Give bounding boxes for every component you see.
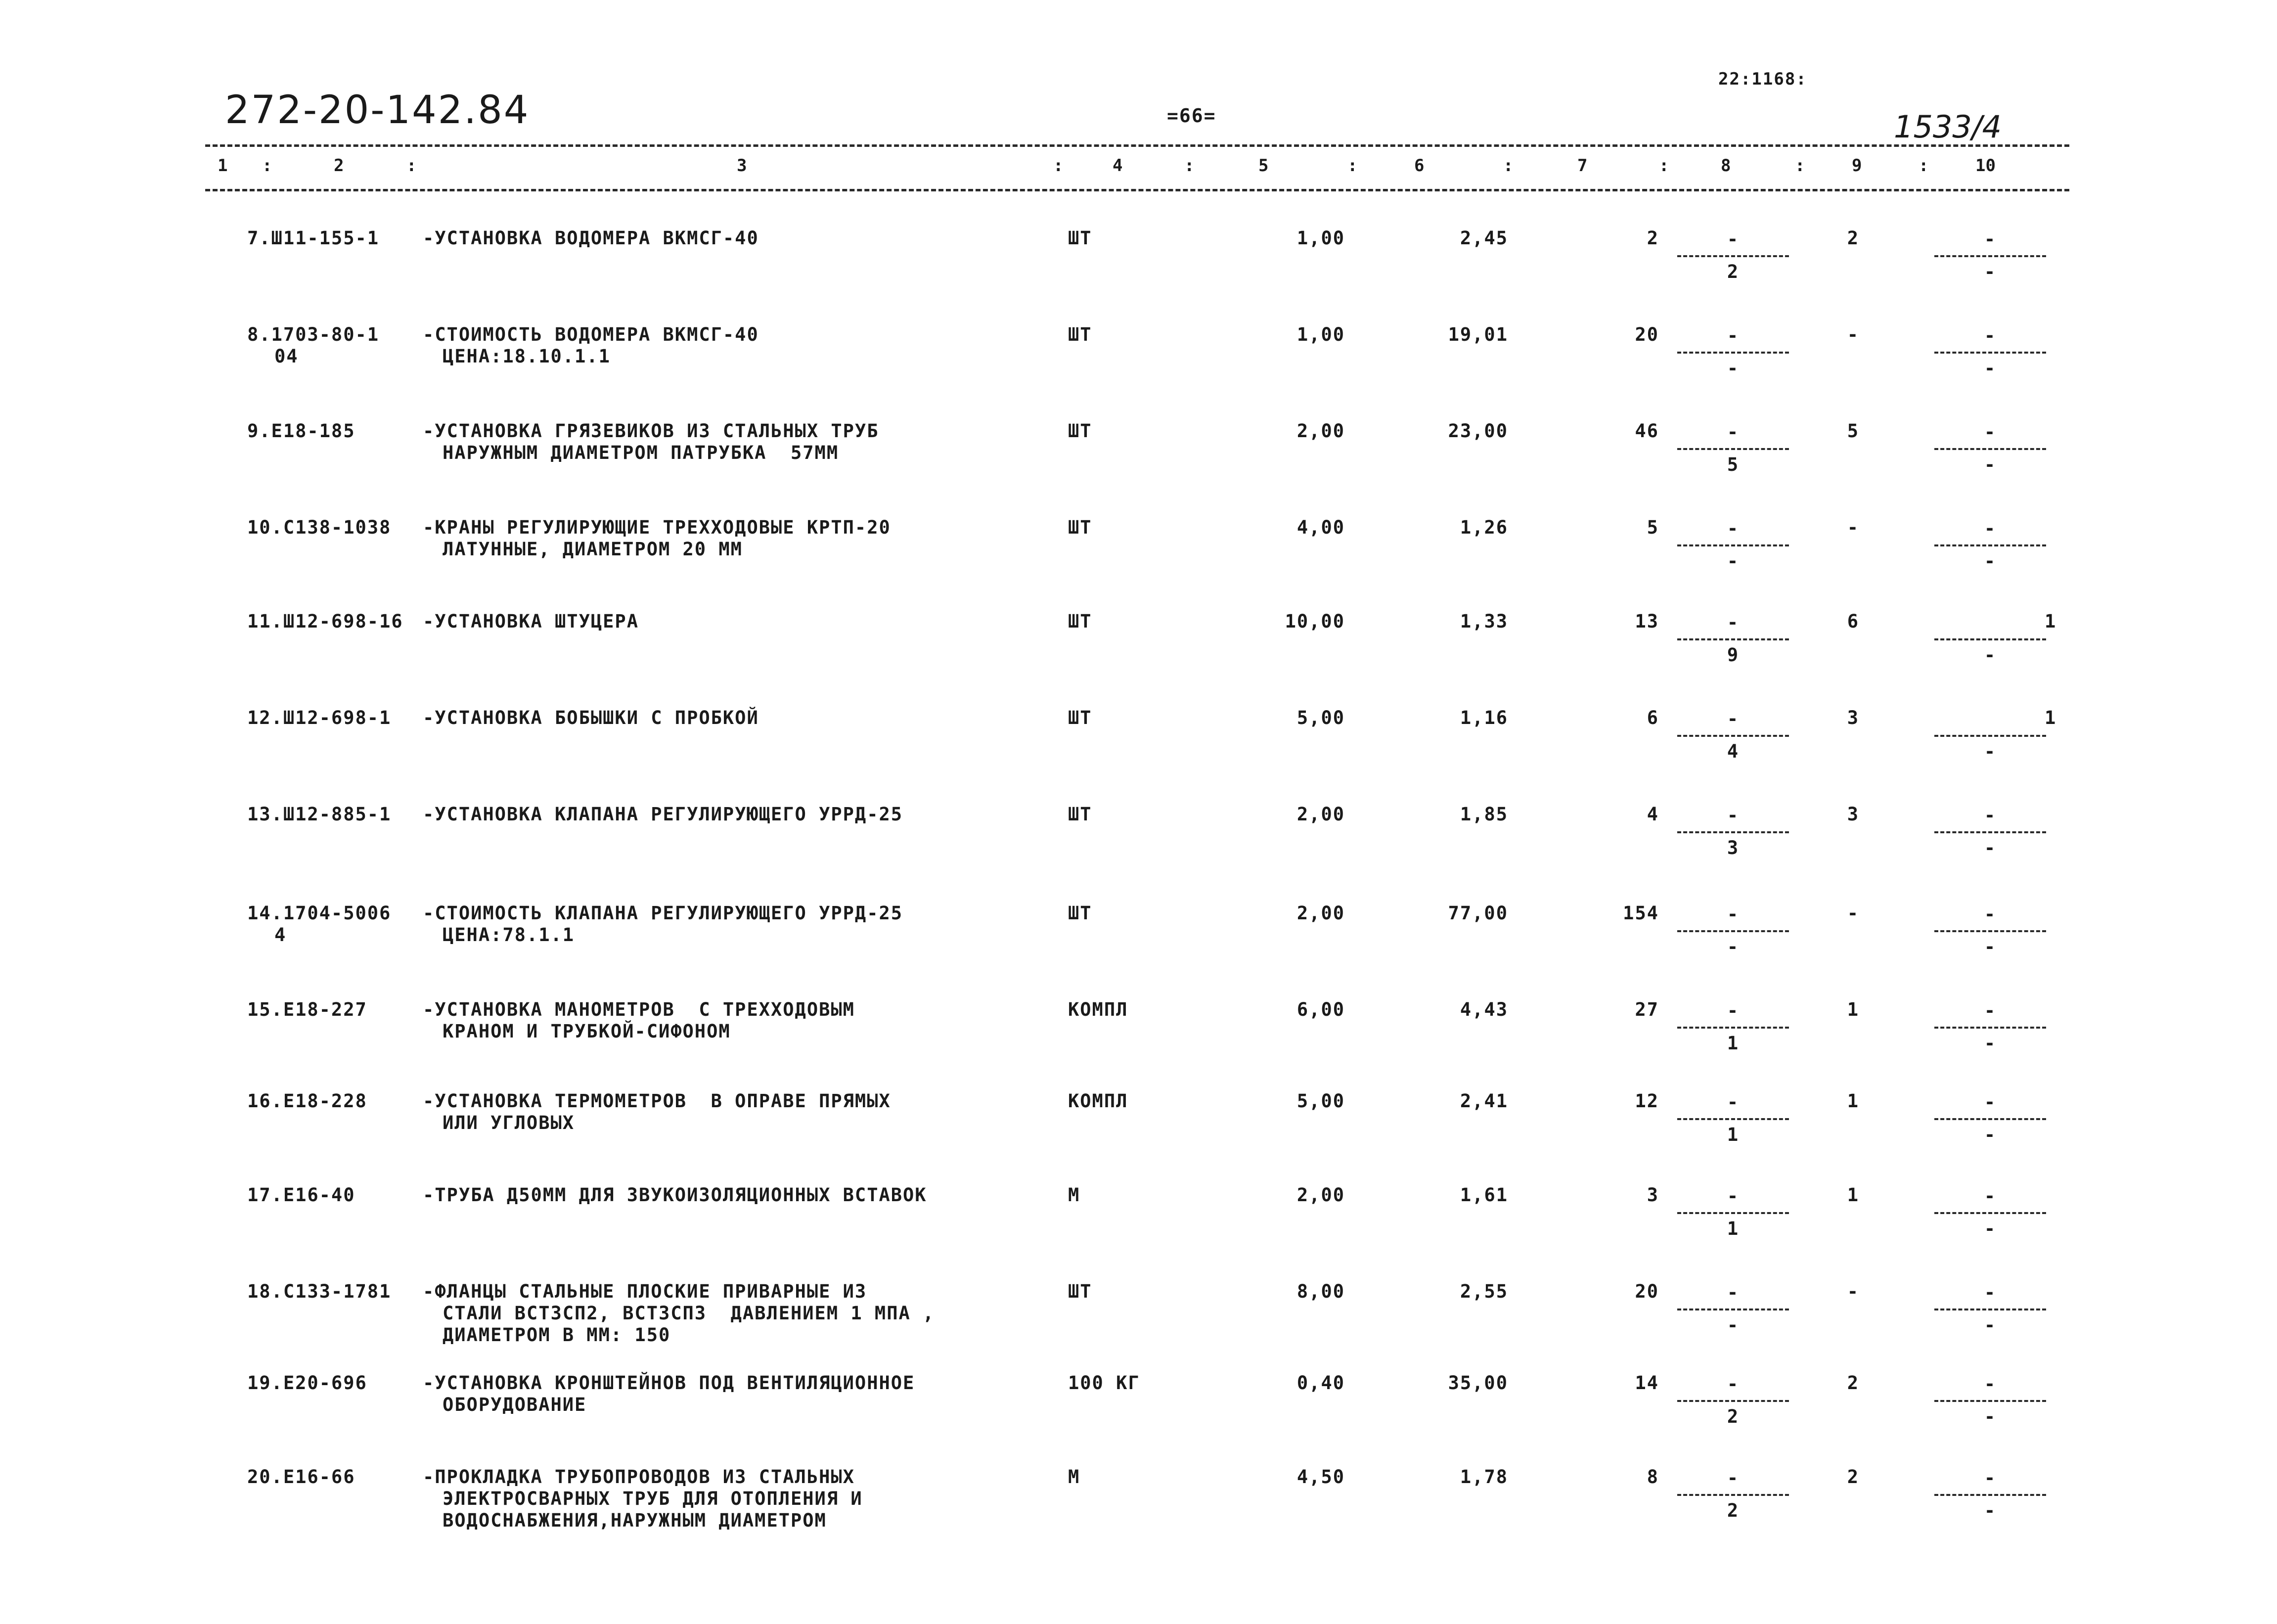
row-quantity: 2,00 (1296, 1184, 1345, 1206)
row-col8-numerator: - (1727, 421, 1740, 443)
row-code: 18.С133-1781 (247, 1281, 392, 1302)
row-col10-fraction-bar (1934, 1308, 2046, 1310)
row-code-suffix: 4 (274, 924, 287, 946)
col-header-4: 4 (1113, 156, 1123, 176)
row-col8-denominator: 2 (1727, 1500, 1740, 1521)
row-unit-price: 19,01 (1448, 324, 1508, 345)
row-col10-numerator: - (1984, 1282, 1997, 1303)
row-col10-numerator: - (1984, 1185, 1997, 1207)
row-unit: ШТ (1068, 804, 1092, 825)
row-description: -ПРОКЛАДКА ТРУБОПРОВОДОВ ИЗ СТАЛЬНЫХ (423, 1466, 855, 1488)
row-description: -УСТАНОВКА ГРЯЗЕВИКОВ ИЗ СТАЛЬНЫХ ТРУБ (423, 420, 879, 442)
row-col8-numerator: - (1727, 518, 1740, 539)
row-col10-denominator: - (1984, 1500, 1997, 1521)
row-col10-extra: 1 (2045, 707, 2057, 728)
row-col10-fraction-bar (1934, 1118, 2046, 1120)
row-col8-denominator: 1 (1727, 1218, 1740, 1239)
row-unit: КОМПЛ (1068, 999, 1128, 1020)
row-col8-numerator: - (1727, 1467, 1740, 1489)
row-col10-fraction-bar (1934, 1027, 2046, 1029)
row-col8-fraction-bar (1677, 448, 1789, 450)
row-col9: 6 (1847, 611, 1859, 632)
row-col9: - (1847, 517, 1859, 538)
row-col8 (1671, 1372, 1795, 1432)
row-col10-fraction-bar (1934, 255, 2046, 257)
row-code: 10.С138-1038 (247, 517, 392, 538)
col-header-sep: : (1053, 156, 1064, 176)
row-code: 13.Ш12-885-1 (247, 804, 392, 825)
row-col10-numerator (1928, 707, 2052, 731)
row-col9: 2 (1847, 1466, 1859, 1488)
row-unit-price: 1,78 (1460, 1466, 1508, 1488)
row-col10-denominator: - (1984, 454, 1997, 475)
row-col10-denominator: - (1984, 1218, 1997, 1239)
row-col8 (1671, 707, 1795, 767)
col-header-1: 1 (218, 156, 228, 176)
row-col10-denominator: - (1984, 644, 1997, 666)
row-total: 12 (1635, 1090, 1659, 1112)
row-col10-fraction-bar (1934, 352, 2046, 354)
row-unit-price: 1,61 (1460, 1184, 1508, 1206)
row-code: 11.Ш12-698-16 (247, 611, 403, 632)
row-description: ОБОРУДОВАНИЕ (443, 1394, 587, 1415)
row-col10 (1928, 804, 2052, 863)
row-col10-numerator: - (1984, 421, 1997, 443)
row-col8-fraction-bar (1677, 1308, 1789, 1310)
row-col8-denominator: 2 (1727, 261, 1740, 282)
row-total: 27 (1635, 999, 1659, 1020)
row-quantity: 4,50 (1296, 1466, 1345, 1488)
row-description: -УСТАНОВКА МАНОМЕТРОВ С ТРЕХХОДОВЫМ (423, 999, 855, 1020)
row-col8-numerator: - (1727, 1282, 1740, 1303)
row-total: 6 (1647, 707, 1659, 728)
row-col8-numerator: - (1727, 805, 1740, 826)
row-col8-numerator: - (1727, 708, 1740, 729)
row-description: ВОДОСНАБЖЕНИЯ,НАРУЖНЫМ ДИАМЕТРОМ (443, 1510, 827, 1531)
row-col8 (1671, 227, 1795, 287)
header-rule-top (205, 144, 2069, 147)
row-col9: 3 (1847, 804, 1859, 825)
row-col8-denominator: 1 (1727, 1124, 1740, 1145)
row-col10-fraction-bar (1934, 1212, 2046, 1214)
row-col8 (1671, 1090, 1795, 1150)
row-col8 (1671, 420, 1795, 480)
row-col9: 1 (1847, 1184, 1859, 1206)
row-col8-denominator: 1 (1727, 1033, 1740, 1054)
row-quantity: 5,00 (1296, 707, 1345, 728)
row-col10 (1928, 1372, 2052, 1432)
row-col10-denominator: - (1984, 936, 1997, 957)
row-col8-fraction-bar (1677, 255, 1789, 257)
sheet-number: 1533/4 (1894, 109, 2002, 145)
row-quantity: 1,00 (1296, 324, 1345, 345)
row-col10-numerator: - (1984, 805, 1997, 826)
row-col8-denominator: - (1727, 1314, 1740, 1336)
col-header-sep: : (406, 156, 417, 176)
row-col8-fraction-bar (1677, 1400, 1789, 1402)
row-col8 (1671, 1184, 1795, 1244)
row-description: ЭЛЕКТРОСВАРНЫХ ТРУБ ДЛЯ ОТОПЛЕНИЯ И (443, 1488, 863, 1509)
row-col10-denominator: - (1984, 1033, 1997, 1054)
row-quantity: 10,00 (1285, 611, 1345, 632)
row-col8-fraction-bar (1677, 352, 1789, 354)
row-total: 14 (1635, 1372, 1659, 1394)
row-col8-numerator: - (1727, 228, 1740, 250)
col-header-sep: : (262, 156, 272, 176)
row-col10-numerator (1928, 611, 2052, 634)
row-col10-fraction-bar (1934, 1494, 2046, 1496)
row-col10-denominator: - (1984, 1314, 1997, 1336)
row-col8-numerator: - (1727, 1000, 1740, 1021)
row-unit: ШТ (1068, 420, 1092, 442)
row-code: 7.Ш11-155-1 (247, 227, 380, 249)
row-description: КРАНОМ И ТРУБКОЙ-СИФОНОМ (443, 1021, 731, 1042)
row-description: -УСТАНОВКА ТЕРМОМЕТРОВ В ОПРАВЕ ПРЯМЫХ (423, 1090, 891, 1112)
row-total: 13 (1635, 611, 1659, 632)
row-col8 (1671, 804, 1795, 863)
row-col8-numerator: - (1727, 325, 1740, 346)
row-col8-numerator: - (1727, 612, 1740, 633)
row-col10-fraction-bar (1934, 638, 2046, 640)
row-col8-denominator: 9 (1727, 644, 1740, 666)
row-col10-denominator: - (1984, 550, 1997, 572)
row-unit-price: 1,33 (1460, 611, 1508, 632)
row-col8 (1671, 999, 1795, 1058)
row-col10-fraction-bar (1934, 544, 2046, 546)
row-col10-fraction-bar (1934, 448, 2046, 450)
top-right-code: 22:1168: (1718, 69, 1807, 89)
row-quantity: 5,00 (1296, 1090, 1345, 1112)
row-unit: ШТ (1068, 324, 1092, 345)
row-col8 (1671, 1281, 1795, 1340)
row-code: 8.1703-80-1 (247, 324, 380, 345)
row-unit: 100 КГ (1068, 1372, 1140, 1394)
row-col10 (1928, 999, 2052, 1058)
row-col8-numerator: - (1727, 1185, 1740, 1207)
row-description: ЦЕНА:18.10.1.1 (443, 346, 611, 367)
row-total: 20 (1635, 324, 1659, 345)
row-col8 (1671, 517, 1795, 576)
row-col8-numerator: - (1727, 903, 1740, 925)
row-col8-denominator: 4 (1727, 741, 1740, 762)
row-col10 (1928, 324, 2052, 383)
row-col10-denominator: - (1984, 837, 1997, 858)
row-description: СТАЛИ ВСТ3СП2, ВСТ3СП3 ДАВЛЕНИЕМ 1 МПА , (443, 1303, 935, 1324)
row-quantity: 1,00 (1296, 227, 1345, 249)
row-col8-denominator: - (1727, 358, 1740, 379)
row-unit-price: 1,16 (1460, 707, 1508, 728)
row-description: -УСТАНОВКА БОБЫШКИ С ПРОБКОЙ (423, 707, 759, 728)
row-quantity: 2,00 (1296, 420, 1345, 442)
row-col8-fraction-bar (1677, 1118, 1789, 1120)
row-col10-denominator: - (1984, 741, 1997, 762)
col-header-2: 2 (334, 156, 344, 176)
row-unit: КОМПЛ (1068, 1090, 1128, 1112)
row-description: ЦЕНА:78.1.1 (443, 924, 575, 946)
page-marker: =66= (1167, 105, 1216, 127)
row-unit-price: 23,00 (1448, 420, 1508, 442)
row-col9: - (1847, 902, 1859, 924)
row-col8-numerator: - (1727, 1373, 1740, 1395)
row-code-suffix: 04 (274, 346, 299, 367)
row-quantity: 6,00 (1296, 999, 1345, 1020)
row-description: ИЛИ УГЛОВЫХ (443, 1112, 575, 1133)
row-col8 (1671, 611, 1795, 670)
row-description: -КРАНЫ РЕГУЛИРУЮЩИЕ ТРЕХХОДОВЫЕ КРТП-20 (423, 517, 891, 538)
row-unit: ШТ (1068, 707, 1092, 728)
row-col8-fraction-bar (1677, 638, 1789, 640)
row-description: -ФЛАНЦЫ СТАЛЬНЫЕ ПЛОСКИЕ ПРИВАРНЫЕ ИЗ (423, 1281, 867, 1302)
row-total: 20 (1635, 1281, 1659, 1302)
col-header-6: 6 (1414, 156, 1425, 176)
row-col10-numerator: - (1984, 903, 1997, 925)
row-quantity: 2,00 (1296, 804, 1345, 825)
row-col8-denominator: 2 (1727, 1406, 1740, 1427)
row-col8-denominator: 5 (1727, 454, 1740, 475)
row-unit: ШТ (1068, 1281, 1092, 1302)
row-description: -УСТАНОВКА КРОНШТЕЙНОВ ПОД ВЕНТИЛЯЦИОННОЕ (423, 1372, 915, 1394)
row-quantity: 4,00 (1296, 517, 1345, 538)
row-col10-denominator: - (1984, 1406, 1997, 1427)
col-header-sep: : (1184, 156, 1195, 176)
row-col8 (1671, 324, 1795, 383)
row-col8-fraction-bar (1677, 735, 1789, 737)
row-total: 2 (1647, 227, 1659, 249)
row-col8 (1671, 1466, 1795, 1526)
col-header-8: 8 (1721, 156, 1731, 176)
row-col8-fraction-bar (1677, 831, 1789, 833)
row-description: -ТРУБА Д50ММ ДЛЯ ЗВУКОИЗОЛЯЦИОННЫХ ВСТАВОК (423, 1184, 927, 1206)
row-col10-denominator: - (1984, 358, 1997, 379)
row-col10-denominator: - (1984, 1124, 1997, 1145)
row-unit: ШТ (1068, 517, 1092, 538)
header-rule-bottom (205, 189, 2069, 191)
row-col10-fraction-bar (1934, 831, 2046, 833)
col-header-sep: : (1919, 156, 1929, 176)
row-col10-numerator: - (1984, 325, 1997, 346)
row-col9: - (1847, 324, 1859, 345)
row-col9: - (1847, 1281, 1859, 1302)
col-header-sep: : (1503, 156, 1514, 176)
row-col10 (1928, 1090, 2052, 1150)
row-unit-price: 2,41 (1460, 1090, 1508, 1112)
row-col10-fraction-bar (1934, 930, 2046, 932)
row-col8-numerator: - (1727, 1091, 1740, 1113)
row-code: 17.Е16-40 (247, 1184, 356, 1206)
row-col10-numerator: - (1984, 1091, 1997, 1113)
row-col9: 2 (1847, 1372, 1859, 1394)
row-col10-numerator: - (1984, 228, 1997, 250)
row-quantity: 2,00 (1296, 902, 1345, 924)
row-col10-numerator: - (1984, 1467, 1997, 1489)
row-total: 46 (1635, 420, 1659, 442)
col-header-5: 5 (1258, 156, 1269, 176)
row-total: 8 (1647, 1466, 1659, 1488)
col-header-9: 9 (1852, 156, 1862, 176)
row-unit-price: 35,00 (1448, 1372, 1508, 1394)
col-header-sep: : (1347, 156, 1358, 176)
row-col10 (1928, 1184, 2052, 1244)
row-unit: ШТ (1068, 902, 1092, 924)
row-description: -УСТАНОВКА ШТУЦЕРА (423, 611, 639, 632)
row-col8 (1671, 902, 1795, 962)
row-col8-denominator: 3 (1727, 837, 1740, 858)
row-col10-fraction-bar (1934, 735, 2046, 737)
row-col10-extra: 1 (2045, 611, 2057, 632)
row-col9: 2 (1847, 227, 1859, 249)
row-quantity: 8,00 (1296, 1281, 1345, 1302)
row-unit-price: 1,85 (1460, 804, 1508, 825)
row-code: 16.Е18-228 (247, 1090, 367, 1112)
row-total: 5 (1647, 517, 1659, 538)
row-col9: 3 (1847, 707, 1859, 728)
row-unit-price: 1,26 (1460, 517, 1508, 538)
row-description: ДИАМЕТРОМ В ММ: 150 (443, 1324, 671, 1346)
row-col9: 1 (1847, 999, 1859, 1020)
row-col10-fraction-bar (1934, 1400, 2046, 1402)
row-col10 (1928, 420, 2052, 480)
row-unit-price: 4,43 (1460, 999, 1508, 1020)
col-header-sep: : (1659, 156, 1669, 176)
row-col10 (1928, 517, 2052, 576)
document-code: 272-20-142.84 (225, 88, 530, 133)
col-header-10: 10 (1975, 156, 1996, 176)
row-col10 (1928, 1281, 2052, 1340)
row-col10-numerator: - (1984, 1000, 1997, 1021)
row-code: 9.Е18-185 (247, 420, 356, 442)
row-unit: М (1068, 1466, 1080, 1488)
row-quantity: 0,40 (1296, 1372, 1345, 1394)
row-code: 15.Е18-227 (247, 999, 367, 1020)
row-col8-denominator: - (1727, 550, 1740, 572)
row-description: -СТОИМОСТЬ КЛАПАНА РЕГУЛИРУЮЩЕГО УРРД-25 (423, 902, 903, 924)
row-col8-fraction-bar (1677, 1027, 1789, 1029)
row-col9: 5 (1847, 420, 1859, 442)
col-header-7: 7 (1577, 156, 1588, 176)
row-description: НАРУЖНЫМ ДИАМЕТРОМ ПАТРУБКА 57ММ (443, 442, 839, 463)
row-col10 (1928, 902, 2052, 962)
row-code: 14.1704-5006 (247, 902, 392, 924)
row-total: 4 (1647, 804, 1659, 825)
row-code: 20.Е16-66 (247, 1466, 356, 1488)
row-col8-denominator: - (1727, 936, 1740, 957)
col-header-3: 3 (737, 156, 747, 176)
row-col9: 1 (1847, 1090, 1859, 1112)
row-col10 (1928, 611, 2052, 670)
col-header-sep: : (1795, 156, 1805, 176)
row-total: 154 (1623, 902, 1659, 924)
row-total: 3 (1647, 1184, 1659, 1206)
row-unit: М (1068, 1184, 1080, 1206)
row-description: -УСТАНОВКА КЛАПАНА РЕГУЛИРУЮЩЕГО УРРД-25 (423, 804, 903, 825)
row-col10 (1928, 707, 2052, 767)
row-unit-price: 2,45 (1460, 227, 1508, 249)
row-col10-denominator: - (1984, 261, 1997, 282)
row-col10 (1928, 1466, 2052, 1526)
row-unit-price: 2,55 (1460, 1281, 1508, 1302)
row-unit: ШТ (1068, 611, 1092, 632)
row-col8-fraction-bar (1677, 930, 1789, 932)
row-col8-fraction-bar (1677, 1212, 1789, 1214)
row-unit-price: 77,00 (1448, 902, 1508, 924)
row-description: -УСТАНОВКА ВОДОМЕРА ВКМСГ-40 (423, 227, 759, 249)
row-col10-numerator: - (1984, 1373, 1997, 1395)
row-col10 (1928, 227, 2052, 287)
row-col8-fraction-bar (1677, 544, 1789, 546)
row-description: -СТОИМОСТЬ ВОДОМЕРА ВКМСГ-40 (423, 324, 759, 345)
row-unit: ШТ (1068, 227, 1092, 249)
row-code: 19.Е20-696 (247, 1372, 367, 1394)
row-col8-fraction-bar (1677, 1494, 1789, 1496)
row-col10-numerator: - (1984, 518, 1997, 539)
row-description: ЛАТУННЫЕ, ДИАМЕТРОМ 20 ММ (443, 539, 743, 560)
row-code: 12.Ш12-698-1 (247, 707, 392, 728)
